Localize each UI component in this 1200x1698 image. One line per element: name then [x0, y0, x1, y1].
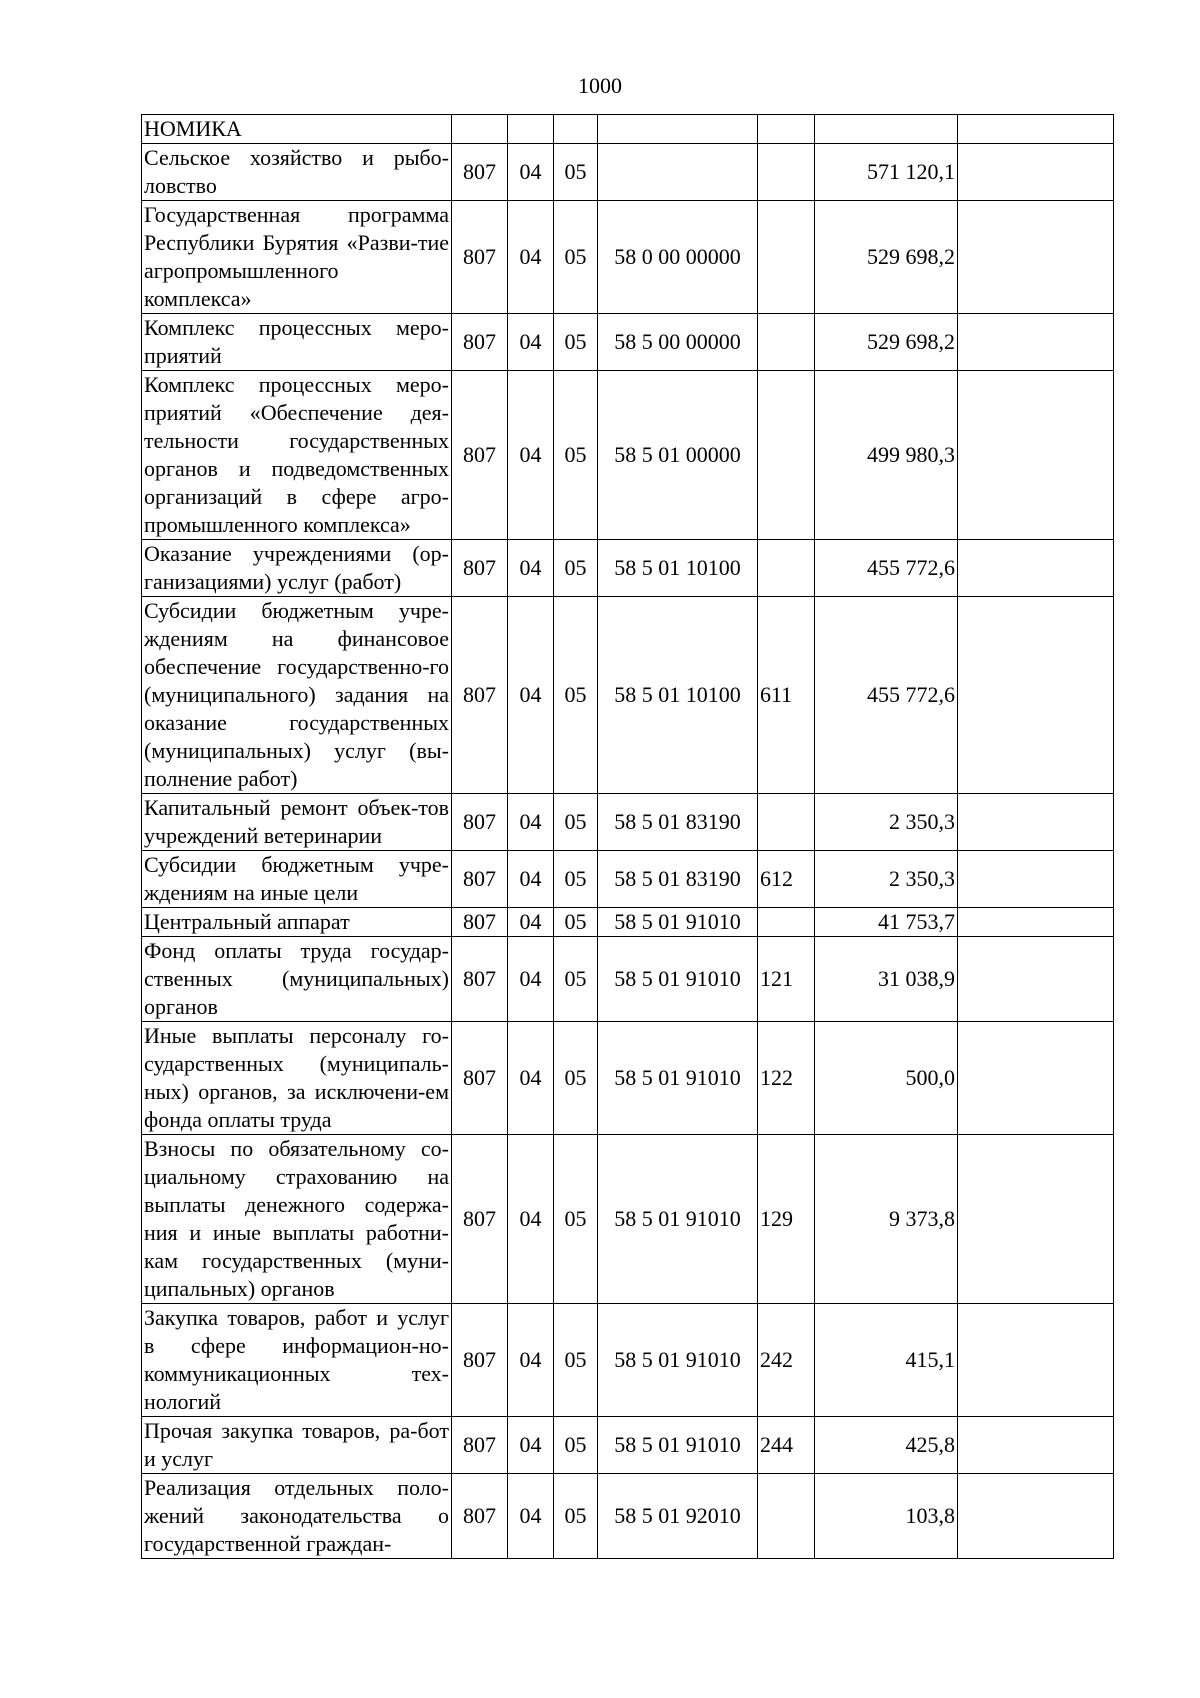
row-sum-cell: 2 350,3 — [815, 794, 958, 851]
row-vr-cell — [758, 540, 815, 597]
row-extra-cell — [958, 115, 1114, 144]
row-name-cell: Закупка товаров, работ и услуг в сфере информацион-но-коммуникационных тех-нологий — [142, 1304, 452, 1417]
row-gr-cell: 807 — [452, 1417, 508, 1474]
row-pr-cell: 05 — [554, 794, 598, 851]
row-vr-cell: 242 — [758, 1304, 815, 1417]
row-gr-cell: 807 — [452, 1022, 508, 1135]
row-vr-cell — [758, 201, 815, 314]
row-gr-cell: 807 — [452, 201, 508, 314]
row-sum-cell: 499 980,3 — [815, 371, 958, 540]
row-vr-cell: 122 — [758, 1022, 815, 1135]
row-sum-cell: 571 120,1 — [815, 144, 958, 201]
row-name-cell: Взносы по обязательному со-циальному страхованию на выплаты денежного содержа-ния и иные выплаты работни-кам государственных (муни-ципальных) органов — [142, 1135, 452, 1304]
row-gr-cell: 807 — [452, 371, 508, 540]
row-extra-cell — [958, 201, 1114, 314]
page-number: 1000 — [578, 73, 622, 98]
row-pr-cell: 05 — [554, 1022, 598, 1135]
row-gr-cell: 807 — [452, 1135, 508, 1304]
row-rz-cell: 04 — [508, 794, 554, 851]
row-rz-cell: 04 — [508, 597, 554, 794]
row-rz-cell: 04 — [508, 1135, 554, 1304]
row-csr-cell: 58 5 01 92010 — [598, 1474, 758, 1559]
table-row — [142, 851, 1114, 908]
row-extra-cell — [958, 1135, 1114, 1304]
row-rz-cell: 04 — [508, 937, 554, 1022]
row-vr-cell — [758, 908, 815, 937]
table-row — [142, 1474, 1114, 1559]
row-extra-cell — [958, 908, 1114, 937]
row-vr-cell: 121 — [758, 937, 815, 1022]
row-gr-cell: 807 — [452, 314, 508, 371]
row-extra-cell — [958, 371, 1114, 540]
row-pr-cell: 05 — [554, 1474, 598, 1559]
row-name-cell: Оказание учреждениями (ор-ганизациями) услуг (работ) — [142, 540, 452, 597]
row-vr-cell — [758, 314, 815, 371]
row-extra-cell — [958, 144, 1114, 201]
row-gr-cell: 807 — [452, 597, 508, 794]
row-name-cell: Прочая закупка товаров, ра-бот и услуг — [142, 1417, 452, 1474]
table-row — [142, 908, 1114, 937]
row-gr-cell: 807 — [452, 851, 508, 908]
row-pr-cell: 05 — [554, 371, 598, 540]
table-row — [142, 314, 1114, 371]
row-rz-cell — [508, 115, 554, 144]
row-csr-cell: 58 5 01 00000 — [598, 371, 758, 540]
row-csr-cell — [598, 115, 758, 144]
row-csr-cell: 58 0 00 00000 — [598, 201, 758, 314]
row-name-cell: Комплекс процессных меро-приятий «Обеспечение дея-тельности государственных органов и подведомственных организаций в сфере агро-промышленного комплекса» — [142, 371, 452, 540]
row-csr-cell: 58 5 01 91010 — [598, 1135, 758, 1304]
row-extra-cell — [958, 937, 1114, 1022]
row-csr-cell: 58 5 01 91010 — [598, 1304, 758, 1417]
row-name-cell: Комплекс процессных меро-приятий — [142, 314, 452, 371]
row-extra-cell — [958, 1417, 1114, 1474]
row-rz-cell: 04 — [508, 540, 554, 597]
row-rz-cell: 04 — [508, 201, 554, 314]
row-pr-cell: 05 — [554, 937, 598, 1022]
row-name-cell: Фонд оплаты труда государ-ственных (муниципальных) органов — [142, 937, 452, 1022]
row-sum-cell — [815, 115, 958, 144]
row-sum-cell: 31 038,9 — [815, 937, 958, 1022]
row-gr-cell: 807 — [452, 1474, 508, 1559]
row-sum-cell: 529 698,2 — [815, 201, 958, 314]
row-extra-cell — [958, 794, 1114, 851]
table-row — [142, 115, 1114, 144]
row-csr-cell: 58 5 01 83190 — [598, 851, 758, 908]
row-pr-cell: 05 — [554, 314, 598, 371]
row-pr-cell: 05 — [554, 851, 598, 908]
table-row — [142, 371, 1114, 540]
row-csr-cell: 58 5 01 10100 — [598, 540, 758, 597]
table-row — [142, 794, 1114, 851]
row-sum-cell: 529 698,2 — [815, 314, 958, 371]
table-row — [142, 144, 1114, 201]
row-name-cell: Субсидии бюджетным учре-ждениям на иные цели — [142, 851, 452, 908]
row-extra-cell — [958, 540, 1114, 597]
row-name-cell: НОМИКА — [142, 115, 452, 144]
row-pr-cell: 05 — [554, 540, 598, 597]
table-row — [142, 1304, 1114, 1417]
table-row — [142, 597, 1114, 794]
row-extra-cell — [958, 851, 1114, 908]
row-vr-cell — [758, 115, 815, 144]
row-gr-cell — [452, 115, 508, 144]
row-pr-cell — [554, 115, 598, 144]
table-row — [142, 1022, 1114, 1135]
row-csr-cell: 58 5 01 83190 — [598, 794, 758, 851]
row-vr-cell: 129 — [758, 1135, 815, 1304]
row-gr-cell: 807 — [452, 908, 508, 937]
row-vr-cell — [758, 1474, 815, 1559]
row-pr-cell: 05 — [554, 908, 598, 937]
row-rz-cell: 04 — [508, 144, 554, 201]
row-rz-cell: 04 — [508, 1474, 554, 1559]
table-row — [142, 937, 1114, 1022]
row-csr-cell: 58 5 01 91010 — [598, 1022, 758, 1135]
row-rz-cell: 04 — [508, 908, 554, 937]
row-name-cell: Государственная программа Республики Бурятия «Разви-тие агропромышленного комплекса» — [142, 201, 452, 314]
row-rz-cell: 04 — [508, 371, 554, 540]
budget-table — [141, 114, 1114, 1559]
table-body — [142, 115, 1114, 1559]
row-csr-cell: 58 5 01 91010 — [598, 1417, 758, 1474]
row-csr-cell: 58 5 01 91010 — [598, 937, 758, 1022]
row-vr-cell: 612 — [758, 851, 815, 908]
row-gr-cell: 807 — [452, 1304, 508, 1417]
row-pr-cell: 05 — [554, 144, 598, 201]
row-pr-cell: 05 — [554, 1417, 598, 1474]
row-rz-cell: 04 — [508, 1417, 554, 1474]
row-name-cell: Реализация отдельных поло-жений законодательства о государственной граждан- — [142, 1474, 452, 1559]
row-csr-cell — [598, 144, 758, 201]
row-rz-cell: 04 — [508, 314, 554, 371]
row-csr-cell: 58 5 01 91010 — [598, 908, 758, 937]
row-extra-cell — [958, 314, 1114, 371]
row-name-cell: Иные выплаты персоналу го-сударственных (муниципаль-ных) органов, за исключени-ем фонда оплаты труда — [142, 1022, 452, 1135]
row-sum-cell: 2 350,3 — [815, 851, 958, 908]
table-row — [142, 540, 1114, 597]
row-pr-cell: 05 — [554, 201, 598, 314]
row-gr-cell: 807 — [452, 144, 508, 201]
row-sum-cell: 41 753,7 — [815, 908, 958, 937]
row-pr-cell: 05 — [554, 597, 598, 794]
row-vr-cell: 244 — [758, 1417, 815, 1474]
row-extra-cell — [958, 1474, 1114, 1559]
row-csr-cell: 58 5 01 10100 — [598, 597, 758, 794]
row-extra-cell — [958, 1022, 1114, 1135]
row-extra-cell — [958, 597, 1114, 794]
table-row — [142, 201, 1114, 314]
row-sum-cell: 455 772,6 — [815, 597, 958, 794]
row-rz-cell: 04 — [508, 1022, 554, 1135]
row-csr-cell: 58 5 00 00000 — [598, 314, 758, 371]
row-rz-cell: 04 — [508, 1304, 554, 1417]
row-sum-cell: 425,8 — [815, 1417, 958, 1474]
row-sum-cell: 500,0 — [815, 1022, 958, 1135]
row-vr-cell — [758, 144, 815, 201]
row-gr-cell: 807 — [452, 937, 508, 1022]
row-name-cell: Капитальный ремонт объек-тов учреждений ветеринарии — [142, 794, 452, 851]
table-row — [142, 1135, 1114, 1304]
row-name-cell: Сельское хозяйство и рыбо-ловство — [142, 144, 452, 201]
row-pr-cell: 05 — [554, 1304, 598, 1417]
row-vr-cell — [758, 371, 815, 540]
row-vr-cell — [758, 794, 815, 851]
row-pr-cell: 05 — [554, 1135, 598, 1304]
row-gr-cell: 807 — [452, 794, 508, 851]
table-row — [142, 1417, 1114, 1474]
row-name-cell: Субсидии бюджетным учре-ждениям на финансовое обеспечение государственно-го (муниципального) задания на оказание государственных (муниципальных) услуг (вы-полнение работ) — [142, 597, 452, 794]
row-sum-cell: 9 373,8 — [815, 1135, 958, 1304]
row-sum-cell: 455 772,6 — [815, 540, 958, 597]
row-name-cell: Центральный аппарат — [142, 908, 452, 937]
row-sum-cell: 415,1 — [815, 1304, 958, 1417]
row-vr-cell: 611 — [758, 597, 815, 794]
row-sum-cell: 103,8 — [815, 1474, 958, 1559]
row-extra-cell — [958, 1304, 1114, 1417]
row-rz-cell: 04 — [508, 851, 554, 908]
row-gr-cell: 807 — [452, 540, 508, 597]
